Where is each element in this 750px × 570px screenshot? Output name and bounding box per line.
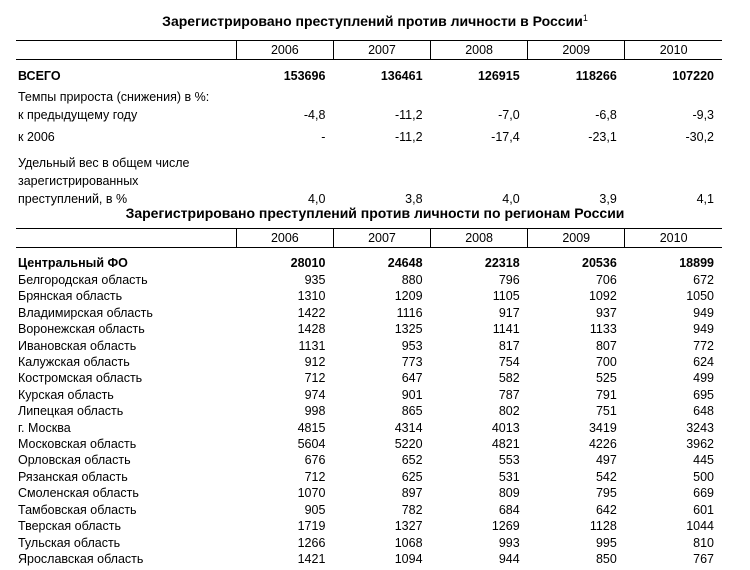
cell-value: 4821 <box>491 437 520 452</box>
header-blank-cell <box>16 41 236 60</box>
cell-value: 1105 <box>492 289 520 304</box>
cell-value: 601 <box>693 502 714 517</box>
national-crime-table <box>16 40 722 208</box>
cell-value: 28010 <box>290 256 326 270</box>
region-row <box>16 469 722 485</box>
year-header: 2008 <box>431 229 528 248</box>
cell-value: 499 <box>693 371 714 386</box>
year-header: 2007 <box>333 229 430 248</box>
cell-value: 1131 <box>298 338 326 353</box>
cell-value: 751 <box>595 404 617 419</box>
growth-heading: Темпы прироста (снижения) в %: <box>18 90 210 104</box>
row-label: Костромская область <box>18 371 143 386</box>
cell-value: 531 <box>498 469 520 484</box>
region-row <box>16 485 722 501</box>
cell-value: 1133 <box>589 322 617 337</box>
region-row <box>16 321 722 337</box>
cell-value: 136461 <box>380 69 423 83</box>
cell-value: 953 <box>401 338 423 353</box>
cell-value: -30,2 <box>685 130 714 144</box>
row-label <box>16 146 236 208</box>
cell-value: 4815 <box>297 420 326 435</box>
cell-value: 107220 <box>672 69 714 83</box>
row-label: Тверская область <box>18 519 121 534</box>
cell-value: 4,0 <box>502 192 520 206</box>
cell-value: 3,9 <box>599 192 617 206</box>
row-label: г. Москва <box>18 420 71 435</box>
cell-value: 153696 <box>283 69 326 83</box>
cell-value: 525 <box>595 371 617 386</box>
cell-value: -11,2 <box>394 108 423 122</box>
region-row <box>16 338 722 354</box>
cell-value: -11,2 <box>394 130 423 144</box>
cell-value: 624 <box>693 355 714 370</box>
year-header: 2009 <box>528 229 625 248</box>
row-label: Тамбовская область <box>18 502 137 517</box>
cell-value: 880 <box>401 273 423 287</box>
region-row <box>16 518 722 534</box>
share-label-line: преступлений, в % <box>18 192 128 206</box>
cell-value: -4,8 <box>303 108 326 122</box>
cell-value: 949 <box>693 322 714 337</box>
cell-value: 817 <box>498 338 520 353</box>
cell-value: 1141 <box>492 322 520 337</box>
cell-value: 807 <box>595 338 617 353</box>
total-row <box>16 60 722 89</box>
row-label: Ярославская область <box>18 551 144 566</box>
row-label: ВСЕГО <box>18 69 61 83</box>
cell-value: 937 <box>595 305 617 320</box>
cell-value: 1421 <box>297 551 326 566</box>
cell-value: 796 <box>498 273 520 287</box>
cell-value: 22318 <box>484 256 520 270</box>
cell-value: 1116 <box>396 305 423 320</box>
cell-value: 648 <box>693 404 714 419</box>
cell-value: -9,3 <box>692 108 714 122</box>
cell-value: 4013 <box>491 420 520 435</box>
row-label: Липецкая область <box>18 404 124 419</box>
region-row <box>16 305 722 321</box>
cell-value: 706 <box>595 273 617 287</box>
cell-value: 712 <box>304 469 326 484</box>
row-label: Брянская область <box>18 289 123 304</box>
table2-header-row <box>16 229 722 248</box>
cell-value: 652 <box>401 453 423 468</box>
cell-value: 787 <box>498 387 520 402</box>
region-row <box>16 452 722 468</box>
cell-value: 669 <box>693 486 714 501</box>
cell-value: 905 <box>304 502 326 517</box>
cell-value: 20536 <box>582 256 617 270</box>
cell-value: 1092 <box>588 289 617 304</box>
cell-value: 445 <box>693 453 714 468</box>
cell-value: 500 <box>693 469 714 484</box>
year-header: 2006 <box>236 229 333 248</box>
cell-value: -23,1 <box>588 130 617 144</box>
cell-value: 672 <box>693 273 714 287</box>
year-header: 2009 <box>528 41 625 60</box>
cell-value: 935 <box>304 273 326 287</box>
cell-value: 1266 <box>297 535 326 550</box>
share-label-line: Удельный вес в общем числе <box>18 156 190 170</box>
row-label: Смоленская область <box>18 486 139 501</box>
cell-value: 1719 <box>297 519 326 534</box>
cell-value: 995 <box>595 535 617 550</box>
growth-heading-row <box>16 88 722 106</box>
cell-value: 998 <box>304 404 326 419</box>
cell-value: 1327 <box>394 519 423 534</box>
cell-value: 3962 <box>686 437 714 452</box>
cell-value: 1428 <box>297 322 326 337</box>
cell-value: -7,0 <box>498 108 520 122</box>
cell-value: 944 <box>498 551 520 566</box>
prev-year-row <box>16 106 722 124</box>
table1-title <box>0 12 750 30</box>
cell-value: 897 <box>401 486 423 501</box>
cell-value: 126915 <box>477 69 520 83</box>
cell-value: 118266 <box>575 69 617 83</box>
cell-value: 542 <box>595 469 617 484</box>
cell-value: 5220 <box>394 437 423 452</box>
cell-value: 901 <box>401 387 423 402</box>
year-header: 2010 <box>625 229 722 248</box>
region-row <box>16 272 722 288</box>
region-row <box>16 420 722 436</box>
year-header: 2007 <box>333 41 430 60</box>
cell-value: 642 <box>595 502 617 517</box>
cell-value: 810 <box>693 535 714 550</box>
cell-value: 772 <box>693 338 714 353</box>
cell-value: 625 <box>401 469 423 484</box>
regional-crime-table <box>16 228 722 567</box>
cell-value: 1044 <box>686 519 714 534</box>
row-label: Рязанская область <box>18 469 128 484</box>
row-label: Московская область <box>18 437 137 452</box>
cell-value: 850 <box>595 551 617 566</box>
region-row <box>16 288 722 304</box>
cell-value: 4,0 <box>308 192 326 206</box>
cell-value: 809 <box>498 486 520 501</box>
region-row <box>16 502 722 518</box>
cell-value: 1094 <box>394 551 423 566</box>
row-label: к 2006 <box>18 130 55 144</box>
cell-value: 695 <box>693 387 714 402</box>
region-row <box>16 354 722 370</box>
cell-value: 754 <box>498 355 520 370</box>
table2-title: Зарегистрировано преступлений против личности по регионам России <box>125 205 625 221</box>
cell-value: 993 <box>498 535 520 550</box>
header-blank-cell <box>16 229 236 248</box>
year-header: 2008 <box>431 41 528 60</box>
cell-value: 24648 <box>387 256 423 270</box>
region-row <box>16 387 722 403</box>
cell-value: 684 <box>498 502 520 517</box>
row-label: Калужская область <box>18 355 130 370</box>
region-row <box>16 535 722 551</box>
cell-value: 791 <box>595 387 617 402</box>
cell-value: 18899 <box>679 256 714 270</box>
cell-value: 647 <box>401 371 423 386</box>
region-row <box>16 403 722 419</box>
table1-header-row <box>16 41 722 60</box>
region-row <box>16 551 722 567</box>
cell-value: 1070 <box>297 486 326 501</box>
row-label: Владимирская область <box>18 305 153 320</box>
cell-value: - <box>321 130 326 144</box>
cell-value: 497 <box>595 453 617 468</box>
cell-value: 676 <box>304 453 326 468</box>
cell-value: 4,1 <box>696 192 714 206</box>
cell-value: 865 <box>401 404 423 419</box>
row-label: к предыдущему году <box>18 108 138 122</box>
cell-value: 3243 <box>686 420 714 435</box>
cell-value: 1068 <box>394 535 423 550</box>
cell-value: 582 <box>498 371 520 386</box>
footnote-mark: 1 <box>582 13 588 23</box>
share-row <box>16 146 722 208</box>
cell-value: 1209 <box>394 289 423 304</box>
row-label: Курская область <box>18 387 114 402</box>
cell-value: 1422 <box>297 305 326 320</box>
cell-value: 767 <box>693 551 714 566</box>
cell-value: 553 <box>498 453 520 468</box>
cell-value: 795 <box>595 486 617 501</box>
cell-value: 3,8 <box>405 192 423 206</box>
row-label: Белгородская область <box>18 273 148 287</box>
region-row <box>16 370 722 386</box>
cell-value: 4226 <box>588 437 617 452</box>
cell-value: 1325 <box>394 322 423 337</box>
cell-value: 773 <box>401 355 423 370</box>
cell-value: 1269 <box>491 519 520 534</box>
row-label: Центральный ФО <box>18 256 128 270</box>
cell-value: -6,8 <box>595 108 617 122</box>
cell-value: 917 <box>498 305 520 320</box>
row-label: Орловская область <box>18 453 131 468</box>
cell-value: 712 <box>304 371 326 386</box>
region-row <box>16 436 722 452</box>
district-total-row <box>16 248 722 273</box>
cell-value: 782 <box>401 502 423 517</box>
row-label: Тульская область <box>18 535 121 550</box>
cell-value: 700 <box>595 355 617 370</box>
cell-value: -17,4 <box>491 130 520 144</box>
cell-value: 3419 <box>588 420 617 435</box>
row-label: Ивановская область <box>18 338 137 353</box>
row-label: Воронежская область <box>18 322 145 337</box>
cell-value: 1310 <box>297 289 326 304</box>
cell-value: 4314 <box>394 420 423 435</box>
cell-value: 974 <box>304 387 326 402</box>
year-header: 2006 <box>236 41 333 60</box>
cell-value: 802 <box>498 404 520 419</box>
cell-value: 912 <box>304 355 326 370</box>
year-header: 2010 <box>625 41 722 60</box>
table1-title-text: Зарегистрировано преступлений против личности в России <box>162 13 583 29</box>
cell-value: 5604 <box>297 437 326 452</box>
cell-value: 1050 <box>686 289 714 304</box>
share-label-line: зарегистрированных <box>18 174 139 188</box>
to-2006-row <box>16 124 722 146</box>
cell-value: 949 <box>693 305 714 320</box>
cell-value: 1128 <box>589 519 617 534</box>
